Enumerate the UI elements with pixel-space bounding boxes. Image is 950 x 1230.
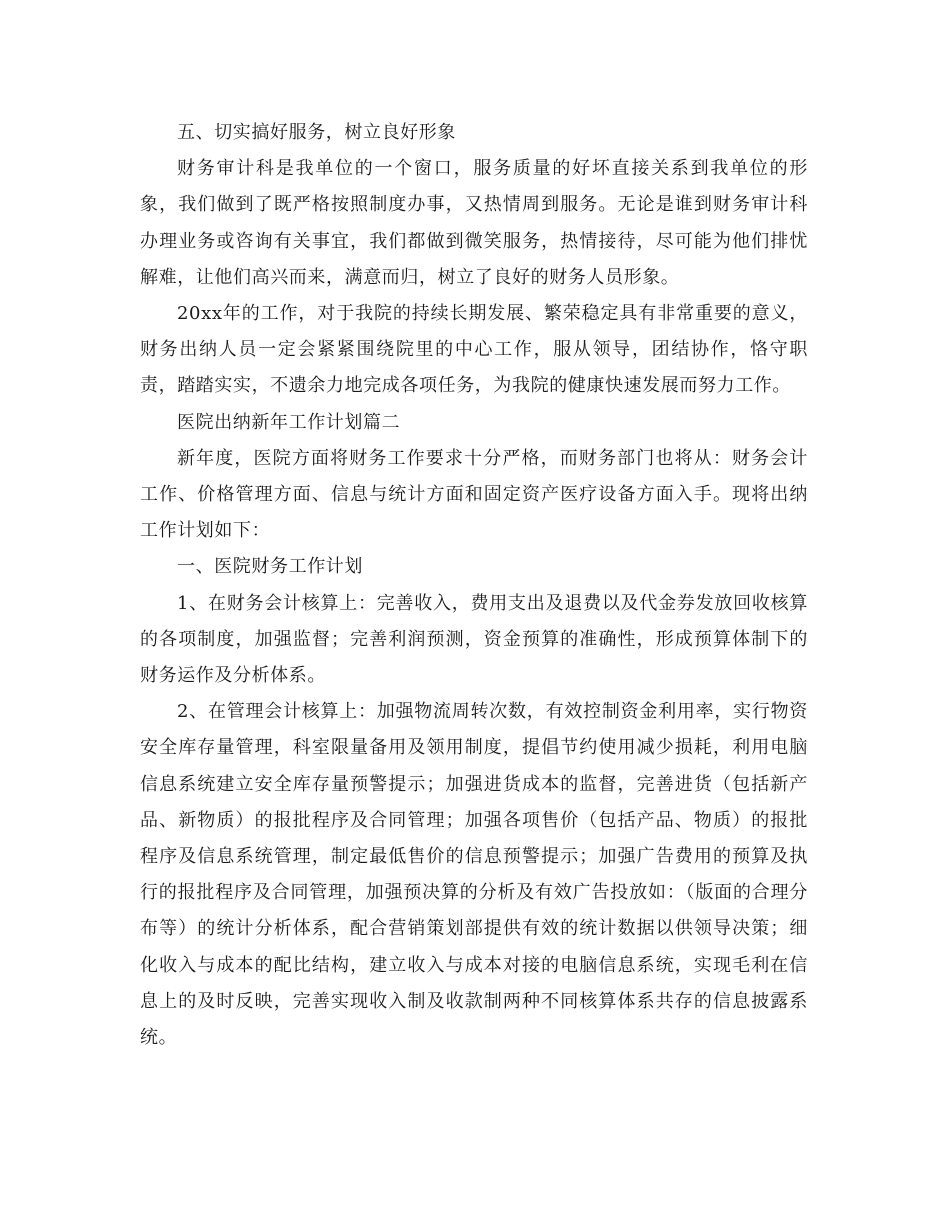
- article-title-part-two: 医院出纳新年工作计划篇二: [177, 411, 401, 433]
- section-heading-5: 五、切实搞好服务，树立良好形象: [177, 122, 456, 143]
- section-heading-1: 一、医院财务工作计划: [177, 556, 363, 578]
- paragraph-service: 财务审计科是我单位的一个窗口，服务质量的好坏直接关系到我单位的形象，我们做到了既严格按照制度办事，又热情周到服务。无论是谁到财务审计科办理业务或咨询有关事宜，我们都做到微笑服务，热情接待，尽可能为他们排忧解难，让他们高兴而来，满意而归，树立了良好的财务人员形象。: [140, 158, 808, 288]
- paragraph-year-work: 20xx年的工作，对于我院的持续长期发展、繁荣稳定具有非常重要的意义，财务出纳人员一定会紧紧围绕院里的中心工作，服从领导，团结协作，恪守职责，踏踏实实，不遗余力地完成各项任务，为我院的健康快速发展而努力工作。: [140, 303, 808, 397]
- list-item-1: 1、在财务会计核算上：完善收入，费用支出及退费以及代金券发放回收核算的各项制度，加强监督；完善利润预测，资金预算的准确性，形成预算体制下的财务运作及分析体系。: [140, 592, 808, 687]
- document-body: [140, 115, 808, 1056]
- list-item-2: 2、在管理会计核算上：加强物流周转次数，有效控制资金利用率，实行物资安全库存量管理，科室限量备用及领用制度，提倡节约使用减少损耗，利用电脑信息系统建立安全库存量预警提示；加强进货成本的监督，完善进货（包括新产品、新物质）的报批程序及合同管理；加强各项售价（包括产品、物质）的报批程序及信息系统管理，制定最低售价的信息预警提示；加强广告费用的预算及执行的报批程序及合同管理，加强预决算的分析及有效广告投放如：（版面的合理分布等）的统计分析体系，配合营销策划部提供有效的统计数据以供领导决策；细化收入与成本的配比结构，建立收入与成本对接的电脑信息系统，实现毛利在信息上的及时反映，完善实现收入制及收款制两种不同核算体系共存的信息披露系统。: [140, 701, 808, 1049]
- paragraph-new-year: 新年度，医院方面将财务工作要求十分严格，而财务部门也将从：财务会计工作、价格管理方面、信息与统计方面和固定资产医疗设备方面入手。现将出纳工作计划如下：: [140, 447, 808, 542]
